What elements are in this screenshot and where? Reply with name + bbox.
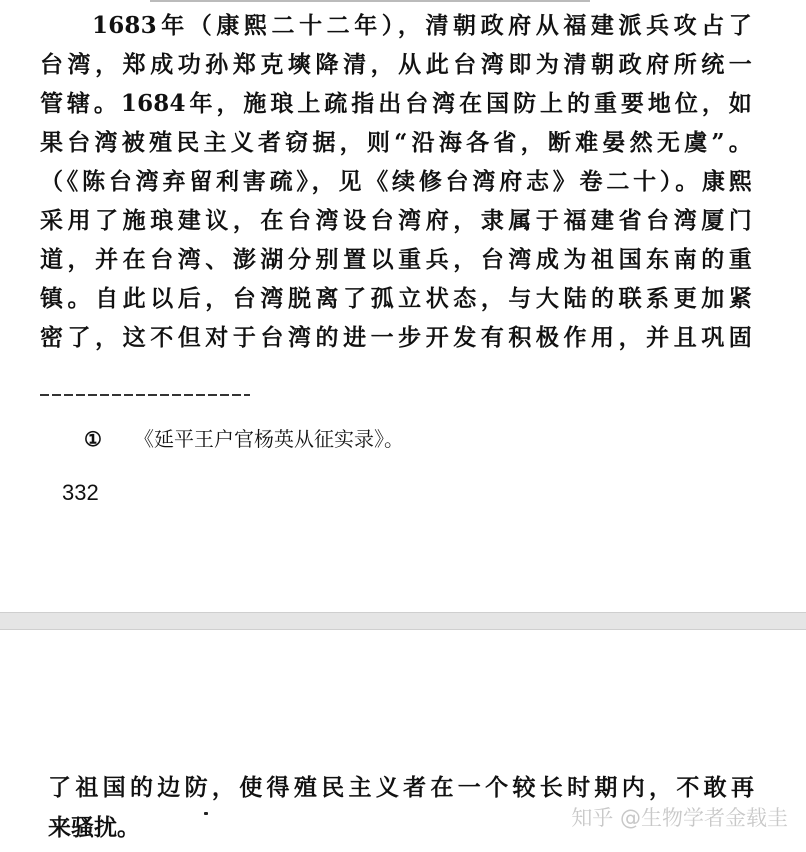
main-paragraph	[40, 6, 752, 357]
document-page-bottom	[0, 630, 806, 852]
footnote-text: 《延平王户官杨英从征实录》。	[134, 427, 404, 451]
paragraph-line: 果台湾被殖民主义者窃据，则“沿海各省，断难晏然无虞”。	[40, 129, 752, 156]
paragraph-line: 了祖国的边防，使得殖民主义者在一个较长时期内，不敢再	[48, 774, 754, 801]
paragraph-line: 来骚扰。	[48, 814, 140, 841]
footnote-marker: ①	[84, 427, 102, 451]
paragraph-line: 1683年（康熙二十二年），清朝政府从福建派兵攻占了	[92, 12, 752, 39]
paragraph-line: 管辖。1684年，施琅上疏指出台湾在国防上的重要地位，如	[40, 90, 752, 117]
paragraph-line: （《陈台湾弃留利害疏》，见《续修台湾府志》卷二十）。康熙	[40, 168, 752, 195]
footnote	[84, 424, 404, 454]
page-number: 332	[62, 480, 99, 505]
page-separator	[0, 612, 806, 630]
paragraph-line: 道，并在台湾、澎湖分别置以重兵，台湾成为祖国东南的重	[40, 246, 752, 273]
paragraph-line: 台湾，郑成功孙郑克塽降清，从此台湾即为清朝政府所统一	[40, 51, 752, 78]
watermark: 知乎 @生物学者金载圭	[571, 806, 788, 830]
footnote-divider	[40, 394, 250, 396]
paragraph-line: 采用了施琅建议，在台湾设台湾府，隶属于福建省台湾厦门	[40, 207, 752, 234]
top-edge-rule	[150, 0, 590, 2]
paragraph-line: 镇。自此以后，台湾脱离了孤立状态，与大陆的联系更加紧	[40, 285, 752, 312]
scan-speck	[204, 812, 208, 815]
paragraph-line: 密了，这不但对于台湾的进一步开发有积极作用，并且巩固	[40, 324, 752, 351]
